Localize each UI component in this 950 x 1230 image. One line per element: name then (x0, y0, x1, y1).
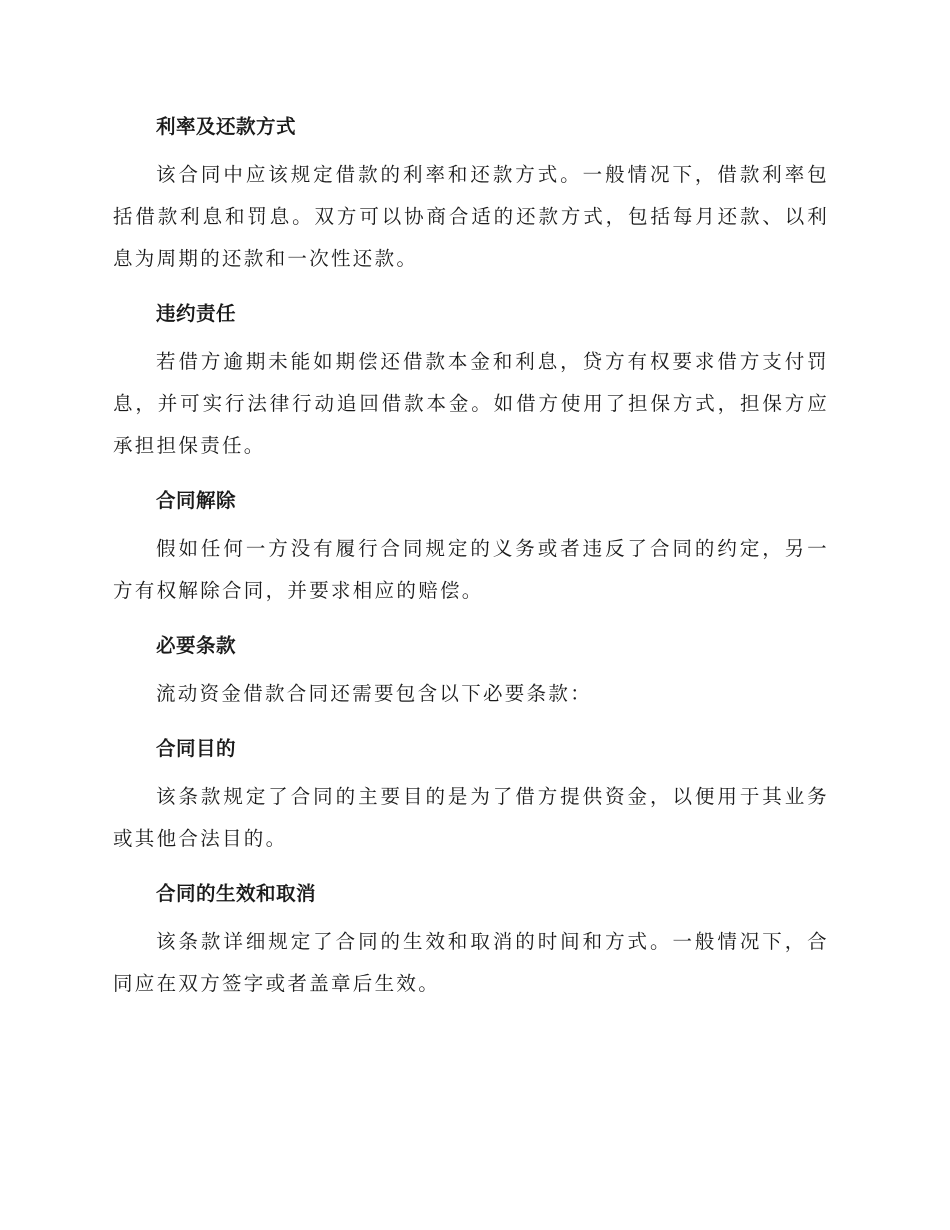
section-heading: 合同解除 (156, 489, 237, 512)
document-body (113, 108, 829, 1020)
section-heading: 必要条款 (156, 634, 237, 657)
section-paragraph: 假如任何一方没有履行合同规定的义务或者违反了合同的约定，另一方有权解除合同，并要求相应的赔偿。 (113, 537, 829, 602)
section-heading: 合同的生效和取消 (156, 882, 317, 905)
section-paragraph: 该合同中应该规定借款的利率和还款方式。一般情况下，借款利率包括借款利息和罚息。双方可以协商合适的还款方式，包括每月还款、以利息为周期的还款和一次性还款。 (113, 163, 829, 270)
section-effect-cancellation (113, 875, 829, 1005)
section-heading: 利率及还款方式 (156, 115, 297, 138)
section-paragraph: 该条款规定了合同的主要目的是为了借方提供资金，以便用于其业务或其他合法目的。 (113, 785, 829, 850)
section-heading: 违约责任 (156, 302, 237, 325)
section-paragraph: 该条款详细规定了合同的生效和取消的时间和方式。一般情况下，合同应在双方签字或者盖章后生效。 (113, 930, 829, 995)
section-contract-purpose (113, 730, 829, 860)
section-breach-liability (113, 295, 829, 467)
section-contract-termination (113, 482, 829, 612)
section-required-clauses (113, 627, 829, 715)
section-paragraph: 流动资金借款合同还需要包含以下必要条款： (156, 682, 593, 705)
section-paragraph: 若借方逾期未能如期偿还借款本金和利息，贷方有权要求借方支付罚息，并可实行法律行动追回借款本金。如借方使用了担保方式，担保方应承担担保责任。 (113, 350, 829, 457)
section-interest-repayment (113, 108, 829, 280)
section-heading: 合同目的 (156, 737, 237, 760)
